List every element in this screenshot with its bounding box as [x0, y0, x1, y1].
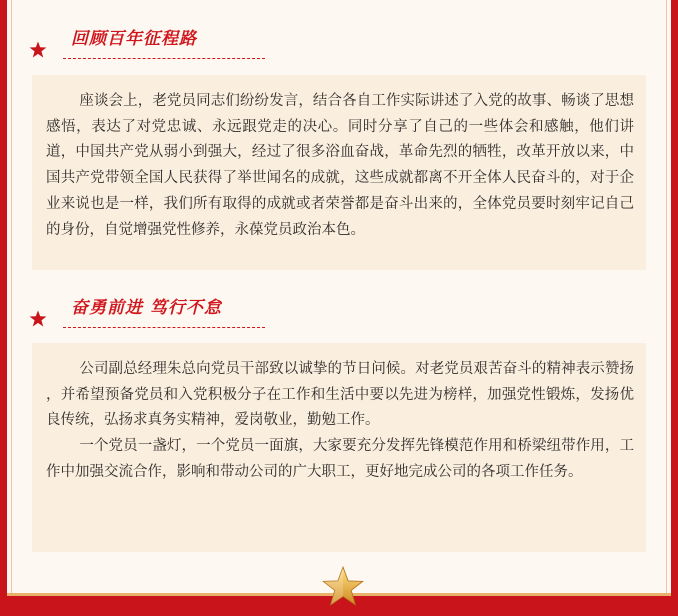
- gold-star-icon: [322, 566, 364, 608]
- section-1-header: [29, 27, 289, 67]
- section-1-paragraph-1: 座谈会上，老党员同志们纷纷发言，结合各自工作实际讲述了入党的故事、畅谈了思想感悟，表达了对党忠诚、永远跟党走的决心。同时分享了自己的一些体会和感触，他们讲道，中国共产党从弱小到强大，经过了很多浴血奋战，革命先烈的牺牲，改革开放以来，中国共产党带领全国人民获得了举世闻名的成就，这些成就都离不开全体人民奋斗的，对于企业来说也是一样，我们所有取得的成就或者荣誉都是奋斗出来的，全体党员要时刻牢记自己的身份，自觉增强党性修养，永葆党员政治本色。: [46, 93, 634, 238]
- section-1-card: [32, 75, 646, 270]
- section-2-card: [32, 343, 646, 552]
- frame-inner-line-left: [11, 0, 12, 594]
- section-2-dashed-underline: [63, 327, 265, 328]
- section-2-paragraph-2: 一个党员一盏灯，一个党员一面旗，大家要充分发挥先锋模范作用和桥梁纽带作用，工作中加强交流合作，影响和带动公司的广大职工，更好地完成公司的各项工作任务。: [46, 438, 634, 480]
- red-star-icon: [29, 310, 47, 328]
- section-2-header: [29, 296, 289, 336]
- red-star-icon: [29, 41, 47, 59]
- section-1-dashed-underline: [63, 58, 265, 59]
- frame-inner-line-right: [666, 0, 667, 594]
- section-2-paragraph-1: 公司副总经理朱总向党员干部致以诚挚的节日问候。对老党员艰苦奋斗的精神表示赞扬 ，并希望预备党员和入党积极分子在工作和生活中要以先进为榜样，加强党性锻炼，发扬优良传统，弘扬求真务实精神，爱岗敬业，勤勉工作。: [46, 361, 634, 429]
- section-1-title: 回顾百年征程路: [71, 29, 197, 49]
- section-2-title: 奋勇前进 笃行不怠: [71, 298, 222, 318]
